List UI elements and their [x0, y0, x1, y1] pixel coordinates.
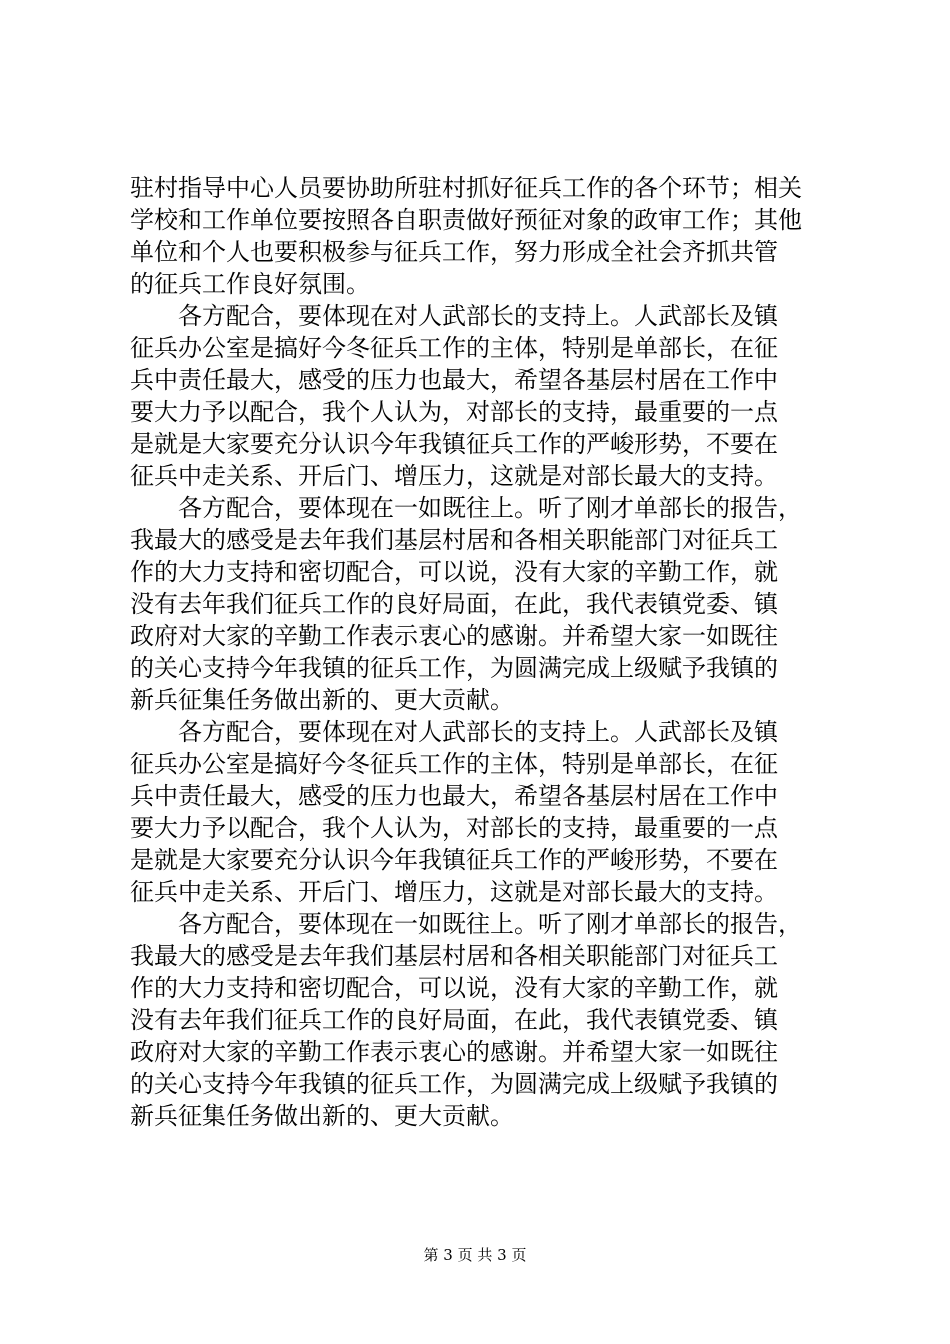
text-line: 我最大的感受是去年我们基层村居和各相关职能部门对征兵工	[130, 526, 778, 554]
text-line: 的关心支持今年我镇的征兵工作，为圆满完成上级赋予我镇的	[130, 1070, 778, 1098]
text-line: 征兵办公室是搞好今冬征兵工作的主体，特别是单部长，在征	[130, 334, 778, 362]
text-line: 我最大的感受是去年我们基层村居和各相关职能部门对征兵工	[130, 942, 778, 970]
document-body	[130, 172, 830, 1132]
text-line: 是就是大家要充分认识今年我镇征兵工作的严峻形势，不要在	[130, 430, 778, 458]
text-line: 政府对大家的辛勤工作表示衷心的感谢。并希望大家一如既往	[130, 622, 778, 650]
text-line: 没有去年我们征兵工作的良好局面，在此，我代表镇党委、镇	[130, 590, 778, 618]
text-line: 各方配合，要体现在对人武部长的支持上。人武部长及镇	[130, 718, 778, 746]
text-line: 新兵征集任务做出新的、更大贡献。	[130, 1102, 514, 1130]
text-line: 各方配合，要体现在一如既往上。听了刚才单部长的报告，	[130, 910, 802, 938]
text-line: 各方配合，要体现在一如既往上。听了刚才单部长的报告，	[130, 494, 802, 522]
text-line: 作的大力支持和密切配合，可以说，没有大家的辛勤工作，就	[130, 558, 778, 586]
text-line: 作的大力支持和密切配合，可以说，没有大家的辛勤工作，就	[130, 974, 778, 1002]
page-footer	[0, 1245, 950, 1265]
text-line: 单位和个人也要积极参与征兵工作，努力形成全社会齐抓共管	[130, 238, 778, 266]
text-line: 兵中责任最大，感受的压力也最大，希望各基层村居在工作中	[130, 366, 778, 394]
text-line: 要大力予以配合，我个人认为，对部长的支持，最重要的一点	[130, 398, 778, 426]
text-line: 的关心支持今年我镇的征兵工作，为圆满完成上级赋予我镇的	[130, 654, 778, 682]
text-line: 征兵中走关系、开后门、增压力，这就是对部长最大的支持。	[130, 462, 778, 490]
text-line: 是就是大家要充分认识今年我镇征兵工作的严峻形势，不要在	[130, 846, 778, 874]
text-line: 要大力予以配合，我个人认为，对部长的支持，最重要的一点	[130, 814, 778, 842]
text-line: 没有去年我们征兵工作的良好局面，在此，我代表镇党委、镇	[130, 1006, 778, 1034]
page-number-label: 第 3 页 共 3 页	[423, 1246, 527, 1264]
text-line: 政府对大家的辛勤工作表示衷心的感谢。并希望大家一如既往	[130, 1038, 778, 1066]
text-line: 驻村指导中心人员要协助所驻村抓好征兵工作的各个环节；相关	[130, 174, 802, 202]
text-line: 各方配合，要体现在对人武部长的支持上。人武部长及镇	[130, 302, 778, 330]
text-line: 征兵中走关系、开后门、增压力，这就是对部长最大的支持。	[130, 878, 778, 906]
text-line: 新兵征集任务做出新的、更大贡献。	[130, 686, 514, 714]
text-line: 学校和工作单位要按照各自职责做好预征对象的政审工作；其他	[130, 206, 802, 234]
text-line: 的征兵工作良好氛围。	[130, 270, 370, 298]
text-line: 兵中责任最大，感受的压力也最大，希望各基层村居在工作中	[130, 782, 778, 810]
text-line: 征兵办公室是搞好今冬征兵工作的主体，特别是单部长，在征	[130, 750, 778, 778]
